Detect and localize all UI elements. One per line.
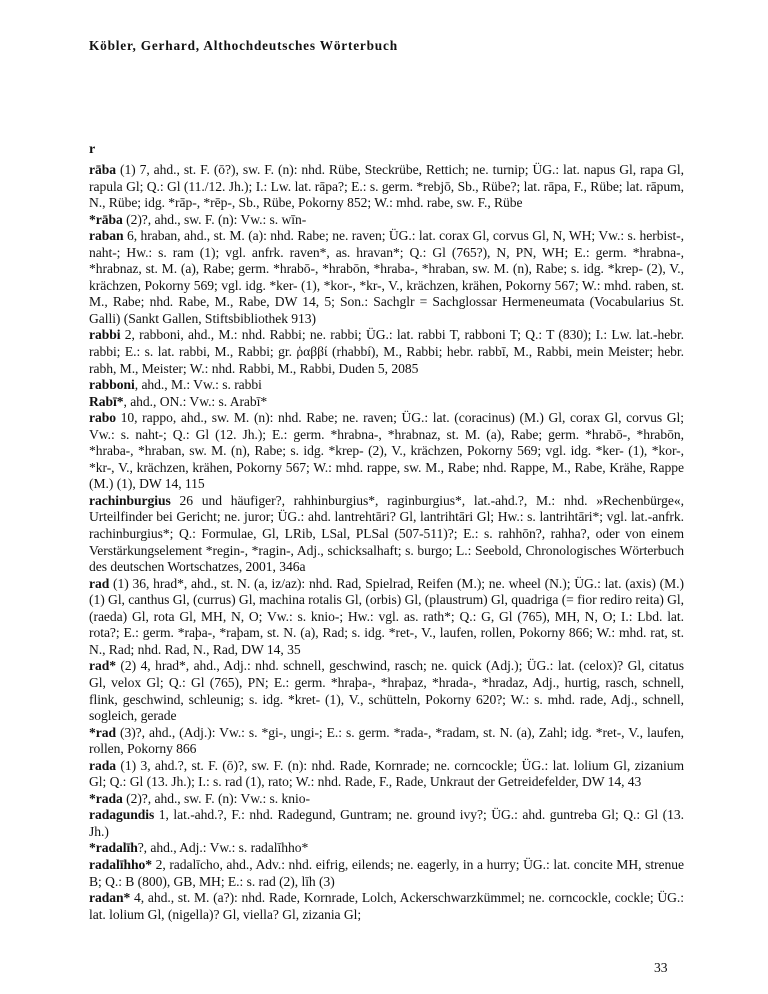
headword: rabo [89,410,116,426]
entry-text: 4, ahd., st. M. (a?): nhd. Rade, Kornrade, Lolch, Ackerschwarzkümmel; ne. corncockle, cockle; ÜG.: lat. lolium Gl, (nigella)? Gl, viella? Gl, zizania Gl; [89,890,684,922]
headword: raban [89,228,124,244]
running-header: Köbler, Gerhard, Althochdeutsches Wörterbuch [89,38,398,53]
headword: *rada [89,790,123,806]
headword: rad [89,575,110,591]
section-letter: r [89,142,96,157]
entry [89,228,684,327]
entry-text: (2) 4, hrad*, ahd., Adj.: nhd. schnell, geschwind, rasch; ne. quick (Adj.); ÜG.: lat. (celox)? Gl, citatus Gl, velox Gl; Q.: Gl (765), PN; E.: germ. *hraþa-, *hraþaz, *hrada-, *hradaz, Adj., hurtig, rasch, schnell, flink, geschwind, schleunig; s. idg. *kret- (1), V., schütteln, Pokorny 620?; W.: s. mhd. rade, Adj., schnell, sogleich, gerade [89,658,684,724]
entry [89,327,684,377]
entry-text: (1) 36, hrad*, ahd., st. N. (a, iz/az): nhd. Rad, Spielrad, Reifen (M.); ne. wheel (N.); ÜG.: lat. (axis) (M.) (1) Gl, canthus Gl, (currus) Gl, machina rotalis Gl, (orbis) Gl, (plaustrum) Gl, quadriga (= fior rediro reita) Gl, (raeda) Gl, rota Gl, MH, N, O; Vw.: s. knio-; Hw.: vgl. as. rath*; Q.: G, Gl (765), MH, N, O; I.: Lbd. lat. rota?; E.: germ. *raþa-, *raþam, st. N. (a), Rad; s. idg. *ret-, V., laufen, rollen, Pokorny 866; W.: mhd. rat, st. N., Rad; nhd. Rad, N., Rad, DW 14, 35 [89,575,684,657]
entry-text: (1) 7, ahd., st. F. (ō?), sw. F. (n): nhd. Rübe, Steckrübe, Rettich; ne. turnip; ÜG.: lat. napus Gl, rapa Gl, rapula Gl; Q.: Gl (11./12. Jh.); I.: Lw. lat. rāpa?; E.: s. germ. *rebjō, Sb., Rübe?; lat. rāpa, F., Rübe; lat. rāpum, N., Rübe; idg. *rāp-, *rēp-, Sb., Rübe, Pokorny 852; W.: mhd. rabe, sw. F., Rübe [89,162,684,211]
headword: rabbi [89,327,121,343]
entry [89,377,684,394]
entry-text: , ahd., M.: Vw.: s. rabbi [134,377,262,393]
entry [89,162,684,212]
headword: rada [89,757,116,773]
entry [89,791,684,808]
headword: radalīhho* [89,856,152,872]
headword: rachinburgius [89,492,171,508]
entry [89,890,684,923]
entry-text: 2, rabboni, ahd., M.: nhd. Rabbi; ne. rabbi; ÜG.: lat. rabbi T, rabboni T; Q.: T (830); I.: Lw. lat.-hebr. rabbi; E.: s. lat. rabbi, M., Rabbi; gr. ῥαββί (rhabbí), M., Rabbi; hebr. rabbī, M., Rabbi, mein Meister; hebr. rabh, M., Meister; W.: nhd. Rabbi, M., Rabbi, Duden 5, 2085 [89,327,684,376]
headword: Rabī* [89,393,124,409]
entry [89,658,684,724]
entry-text: 6, hraban, ahd., st. M. (a): nhd. Rabe; ne. raven; ÜG.: lat. corax Gl, corvus Gl, N, WH; Vw.: s. herbist-, naht-; Hw.: s. ram (1); vgl. anfrk. raven*, as. hravan*; Q.: Gl (765?), N, PN, WH; E.: germ. *hrabna-, *hrabnaz, st. M. (a), Rabe; germ. *hrabō-, *hrabōn, *hraba-, *hraban, sw. M. (n), Rabe; s. idg. *krep- (2), V., krächzen, Pokorny 569; vgl. idg. *ker- (1), *kor-, *kr-, V., krächzen, krähen, Pokorny 567; W.: mhd. raben, st. M., Rabe; nhd. Rabe, M., Rabe, DW 14, 5; Son.: Sachglr = Sachglossar Hermeneumata (Vocabularius St. Galli) (Sankt Gallen, Stiftsbibliothek 913) [89,228,684,326]
entry-text: (1) 3, ahd.?, st. F. (ō)?, sw. F. (n): nhd. Rade, Kornrade; ne. corncockle; ÜG.: lat. lolium Gl, zizanium Gl; Q.: Gl (13. Jh.); I.: s. rad (1), rato; W.: nhd. Rade, F., Rade, Unkraut der Getreidefelder, DW 14, 43 [89,757,684,790]
entry [89,394,684,411]
headword: rad* [89,658,116,674]
entry [89,493,684,576]
entry [89,576,684,659]
entry-text: , ahd., ON.: Vw.: s. Arabī* [123,393,268,409]
entry [89,410,684,493]
entries-body [89,162,684,923]
entry-text: 26 und häufiger?, rahhinburgius*, raginburgius*, lat.-ahd.?, M.: nhd. »Rechenbürge«, Urteilfinder bei Gericht; ne. juror; ÜG.: ahd. lantrehtāri? Gl, lantrihtāri Gl; Hw.: s. lantrihtāri*; vgl. lat.-anfrk. rachinburgius*; Q.: Formulae, Gl, LRib, LSal, PLSal (507-511)?; E.: s. rahhōn?, rahha?, oder von einem Verstärkungselement *regin-, *ragin-, Adj., schicksalhaft; s. burgo; L.: Seebold, Chronologisches Wörterbuch des deutschen Wortschatzes, 2001, 346a [89,492,684,575]
headword: *radalīh [89,840,138,856]
entry-text: ?, ahd., Adj.: Vw.: s. radalīhho* [137,840,309,856]
entry-text: (3)?, ahd., (Adj.): Vw.: s. *gi-, ungi-; E.: s. germ. *rada-, *radam, st. N. (a), Zahl; idg. *ret-, V., laufen, rollen, Pokorny 866 [89,724,684,757]
entry-text: 10, rappo, ahd., sw. M. (n): nhd. Rabe; ne. raven; ÜG.: lat. (coracinus) (M.) Gl, corax Gl, corvus Gl; Vw.: s. naht-; Q.: Gl (12. Jh.); E.: germ. *hrabna-, *hrabnaz, st. M. (a), Rabe; germ. *hrabō-, *hrabōn, *hraba-, *hraban, sw. M. (n), Rabe; s. idg. *krep- (2), V., krächzen, Pokorny 569; vgl. idg. *ker- (1), *kor-, *kr-, V., krächzen, krähen, Pokorny 567; W.: mhd. rappe, sw. M., Rabe; nhd. Rappe, M., Rabe, Krähe, Rappe (M.) (1), DW 14, 115 [89,410,684,492]
entry [89,807,684,840]
headword: *rāba [89,211,123,227]
entry [89,725,684,758]
entry-text: (2)?, ahd., sw. F. (n): Vw.: s. wīn- [122,211,307,227]
entry [89,212,684,229]
headword: rabboni [89,377,135,393]
entry-text: 1, lat.-ahd.?, F.: nhd. Radegund, Guntram; ne. ground ivy?; ÜG.: ahd. guntreba Gl; Q.: Gl (13. Jh.) [89,807,684,839]
headword: *rad [89,724,116,740]
headword: radagundis [89,807,155,823]
entry-text: (2)?, ahd., sw. F. (n): Vw.: s. knio- [122,790,310,806]
entry-text: 2, radalīcho, ahd., Adv.: nhd. eifrig, eilends; ne. eagerly, in a hurry; ÜG.: lat. concite MH, strenue B; Q.: B (800), GB, MH; E.: s. rad (2), līh (3) [89,856,684,889]
entry [89,857,684,890]
page-number: 33 [654,960,668,975]
headword: radan* [89,890,131,906]
entry [89,840,684,857]
headword: rāba [89,162,116,177]
entry [89,758,684,791]
